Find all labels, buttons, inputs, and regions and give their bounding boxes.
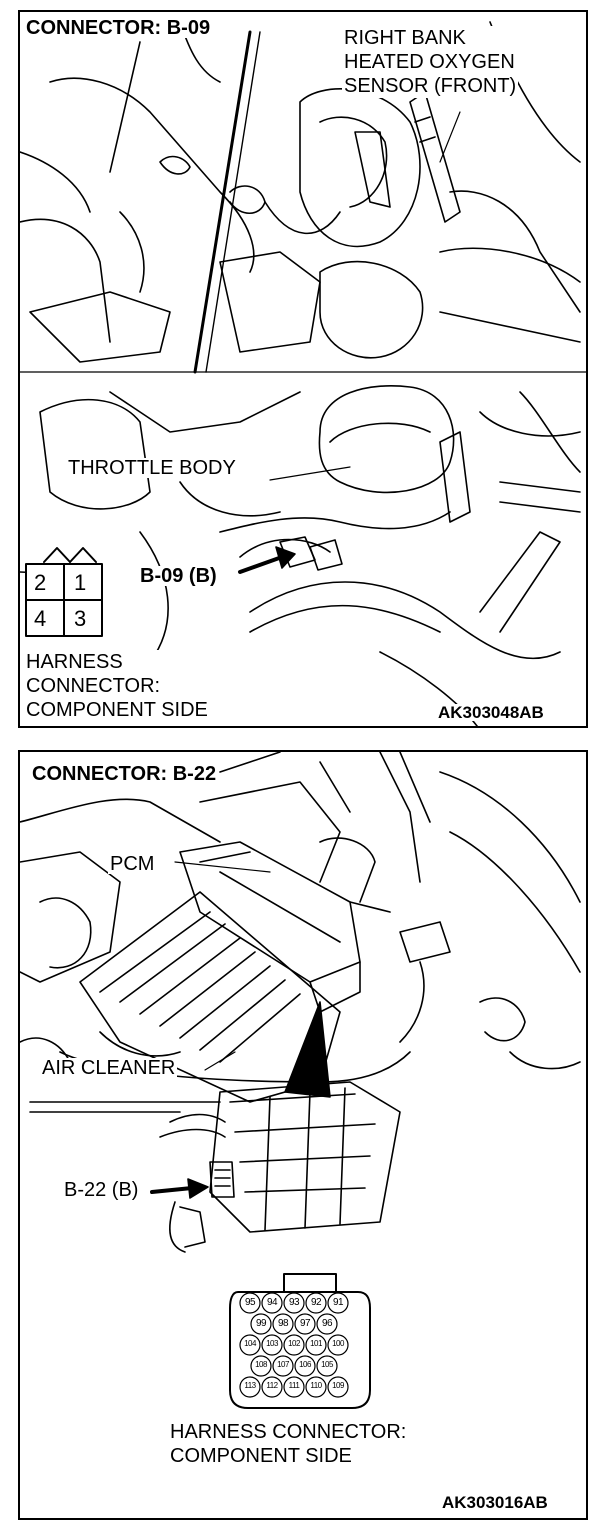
throttle-body-label: THROTTLE BODY	[68, 457, 236, 479]
b22-connector-callout: B-22 (B)	[64, 1179, 139, 1201]
pin-label: 96	[321, 1318, 333, 1329]
figure-code: AK303048AB	[438, 703, 544, 722]
engine-illustration-b22	[20, 752, 588, 1520]
harness-connector-label: HARNESS CONNECTOR: COMPONENT SIDE	[26, 651, 208, 721]
pin-label: 113	[244, 1381, 256, 1390]
figure-code: AK303016AB	[442, 1493, 548, 1512]
pin-label: 92	[310, 1297, 322, 1308]
pin-label: 107	[277, 1360, 289, 1369]
engine-illustration-b09	[20, 12, 588, 728]
pin-label: 93	[288, 1297, 300, 1308]
connector-b22-panel	[18, 750, 588, 1520]
pin-label: 99	[255, 1318, 267, 1329]
air-cleaner-label: AIR CLEANER	[42, 1057, 176, 1079]
pcm-label: PCM	[110, 853, 155, 875]
pin-label: 100	[332, 1339, 344, 1348]
pin-label: 106	[299, 1360, 311, 1369]
pin-2: 2	[34, 570, 47, 595]
pin-label: 95	[244, 1297, 256, 1308]
connector-b09-panel	[18, 10, 588, 728]
pin-label: 97	[299, 1318, 311, 1329]
pin-4: 4	[34, 606, 47, 631]
pin-label: 91	[332, 1297, 344, 1308]
pin-label: 103	[266, 1339, 278, 1348]
pin-label: 110	[310, 1381, 322, 1390]
harness-connector-label: HARNESS CONNECTOR: COMPONENT SIDE	[170, 1421, 407, 1467]
sensor-label: RIGHT BANK HEATED OXYGEN SENSOR (FRONT)	[344, 27, 517, 97]
pin-label: 101	[310, 1339, 322, 1348]
pin-1: 1	[74, 570, 87, 595]
pin-label: 104	[244, 1339, 256, 1348]
pin-3: 3	[74, 606, 87, 631]
pin-label: 111	[288, 1381, 300, 1390]
pin-label: 105	[321, 1360, 333, 1369]
pin-label: 109	[332, 1381, 344, 1390]
pin-label: 108	[255, 1360, 267, 1369]
pin-label: 98	[277, 1318, 289, 1329]
pin-label: 94	[266, 1297, 278, 1308]
b09-connector-callout: B-09 (B)	[140, 565, 217, 587]
pin-label: 112	[266, 1381, 278, 1390]
connector-title: CONNECTOR: B-09	[26, 17, 211, 39]
pin-label: 102	[288, 1339, 300, 1348]
connector-title: CONNECTOR: B-22	[32, 763, 217, 785]
